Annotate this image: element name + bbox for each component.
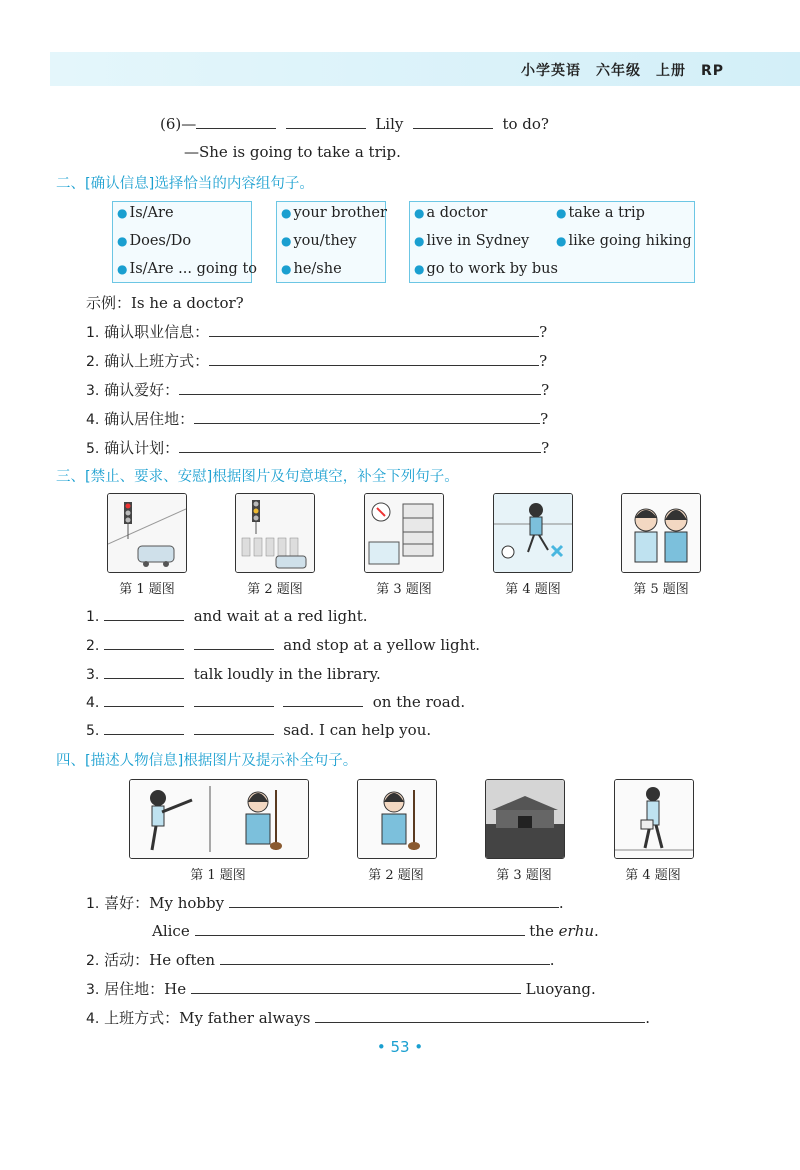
bullet-icon: ●	[414, 262, 425, 276]
blank[interactable]	[413, 114, 493, 129]
option-item: ● live in Sydney	[414, 233, 530, 249]
option-item: ● Is/Are	[117, 205, 174, 221]
blank[interactable]	[220, 950, 550, 965]
s4-item-4: 4. 上班方式：My father always .	[86, 1009, 650, 1027]
q6-label: (6)—	[160, 115, 197, 133]
blank[interactable]	[315, 1008, 645, 1023]
section2-title: 二、[确认信息]选择恰当的内容组句子。	[56, 176, 314, 192]
page-number: • 53 •	[376, 1038, 424, 1056]
s4-item-3: 3. 居住地：He Luoyang.	[86, 980, 596, 998]
s4-caption-3: 第 3 题图	[496, 868, 552, 883]
q6-lily: Lily	[375, 115, 404, 133]
option-item: ● you/they	[281, 233, 357, 249]
blank[interactable]	[179, 380, 541, 395]
option-box-1	[112, 201, 258, 283]
boy-football-illustration	[494, 494, 572, 572]
s3-caption-1: 第 1 题图	[119, 582, 175, 597]
blank[interactable]	[194, 692, 274, 707]
blank[interactable]	[196, 114, 276, 129]
blank[interactable]	[286, 114, 366, 129]
blank[interactable]	[104, 664, 184, 679]
s4-item-1b: Alice the erhu.	[152, 922, 599, 940]
blank[interactable]	[194, 720, 274, 735]
option-item: ● Does/Do	[117, 233, 192, 249]
crosswalk-illustration	[236, 494, 314, 572]
s3-item-2: 2. and stop at a yellow light.	[86, 636, 481, 654]
blank[interactable]	[229, 893, 559, 908]
section3-title: 三、[禁止、要求、安慰]根据图片及句意填空，补全下列句子。	[56, 469, 459, 485]
two-children-illustration	[622, 494, 700, 572]
header-band	[50, 52, 800, 86]
s3-item-5: 5. sad. I can help you.	[86, 721, 432, 739]
bullet-icon: ●	[281, 262, 292, 276]
blank[interactable]	[209, 351, 539, 366]
option-item: ● he/she	[281, 261, 342, 277]
s4-picture-1	[129, 779, 309, 859]
option-item: ● your brother	[281, 205, 387, 221]
picture-2	[235, 493, 315, 573]
blank[interactable]	[104, 720, 184, 735]
picture-1	[107, 493, 187, 573]
bullet-icon: ●	[117, 234, 128, 248]
s2-item-5: 5. 确认计划： ?	[86, 439, 550, 457]
q6-line	[160, 114, 549, 133]
bullet-icon: ●	[556, 206, 567, 220]
header-title: 小学英语 六年级 上册 RP	[520, 63, 724, 79]
s4-item-1: 1. 喜好：My hobby .	[86, 894, 564, 912]
section4-title: 四、[描述人物信息]根据图片及提示补全句子。	[56, 753, 358, 769]
s2-item-3: 3. 确认爱好： ?	[86, 381, 550, 399]
luoyang-gate-photo	[486, 780, 564, 858]
picture-3	[364, 493, 444, 573]
s4-item-2: 2. 活动：He often .	[86, 951, 555, 969]
s4-picture-2	[357, 779, 437, 859]
s2-item-4: 4. 确认居住地： ?	[86, 410, 549, 428]
traffic-light-car-illustration	[108, 494, 186, 572]
bullet-icon: ●	[117, 206, 128, 220]
option-item: ● like going hiking	[556, 233, 692, 249]
q6-answer: —She is going to take a trip.	[184, 143, 401, 161]
bullet-icon: ●	[281, 206, 292, 220]
s3-caption-2: 第 2 题图	[247, 582, 303, 597]
option-item: ● Is/Are ... going to	[117, 261, 258, 277]
blank[interactable]	[104, 635, 184, 650]
picture-4	[493, 493, 573, 573]
blank[interactable]	[283, 692, 363, 707]
blank[interactable]	[104, 606, 184, 621]
blank[interactable]	[194, 409, 540, 424]
s3-item-3: 3. talk loudly in the library.	[86, 665, 381, 683]
bullet-icon: ●	[556, 234, 567, 248]
s4-caption-2: 第 2 题图	[368, 868, 424, 883]
girl-erhu-illustration	[358, 780, 436, 858]
bullet-icon: ●	[117, 262, 128, 276]
s3-caption-5: 第 5 题图	[633, 582, 689, 597]
kungfu-and-erhu-illustration	[130, 780, 308, 858]
man-walking-briefcase-illustration	[615, 780, 693, 858]
option-box-2	[276, 201, 386, 283]
blank[interactable]	[194, 635, 274, 650]
option-item: ● take a trip	[556, 205, 645, 221]
s4-caption-1: 第 1 题图	[190, 868, 246, 883]
blank[interactable]	[104, 692, 184, 707]
s2-item-1: 1. 确认职业信息： ?	[86, 323, 548, 341]
s4-picture-4	[614, 779, 694, 859]
example-line: 示例：Is he a doctor?	[86, 294, 244, 312]
bullet-icon: ●	[414, 234, 425, 248]
s3-caption-3: 第 3 题图	[376, 582, 432, 597]
option-item: ● a doctor	[414, 205, 488, 221]
option-item: ● go to work by bus	[414, 261, 558, 277]
s2-item-2: 2. 确认上班方式： ?	[86, 352, 548, 370]
q6-todo: to do?	[502, 115, 549, 133]
library-illustration	[365, 494, 443, 572]
bullet-icon: ●	[281, 234, 292, 248]
s3-caption-4: 第 4 题图	[505, 582, 561, 597]
s4-caption-4: 第 4 题图	[625, 868, 681, 883]
s3-item-4: 4. on the road.	[86, 693, 466, 711]
blank[interactable]	[195, 921, 525, 936]
s4-picture-3	[485, 779, 565, 859]
bullet-icon: ●	[414, 206, 425, 220]
s3-item-1: 1. and wait at a red light.	[86, 607, 368, 625]
blank[interactable]	[179, 438, 541, 453]
picture-5	[621, 493, 701, 573]
blank[interactable]	[209, 322, 539, 337]
blank[interactable]	[191, 979, 521, 994]
option-box-3	[409, 201, 695, 283]
